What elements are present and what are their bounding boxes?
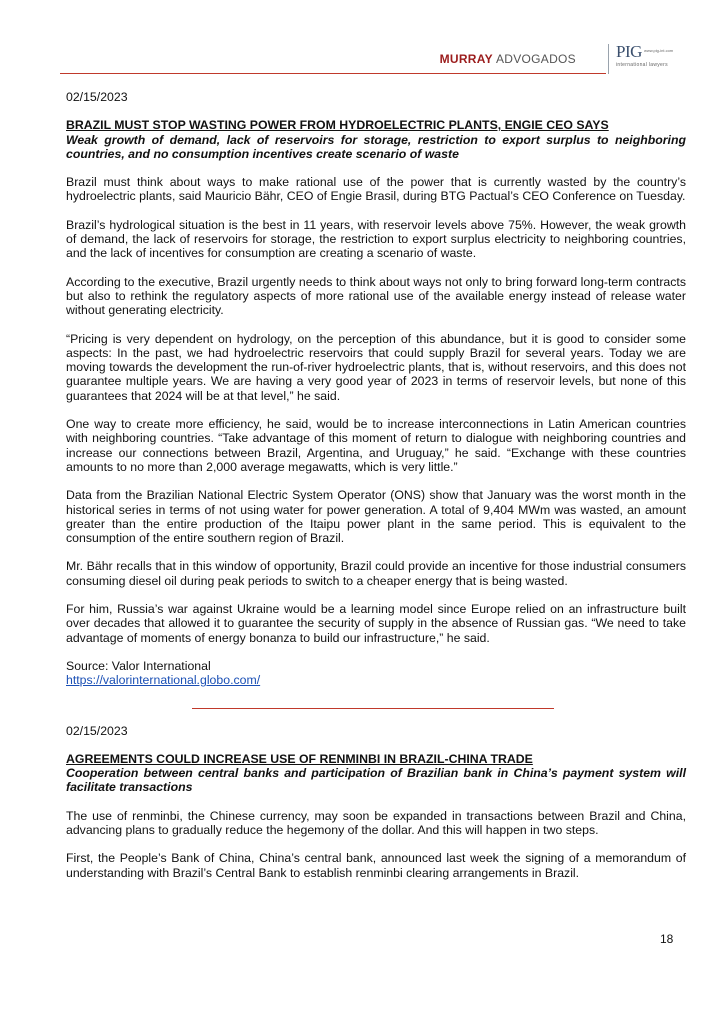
- article-subtitle: Cooperation between central banks and participation of Brazilian bank in China’s payment system will facilitate transactions: [66, 766, 686, 795]
- source-link[interactable]: https://valorinternational.globo.com/: [66, 673, 261, 688]
- article-title: AGREEMENTS COULD INCREASE USE OF RENMINBI IN BRAZIL-CHINA TRADE: [66, 751, 533, 766]
- article-paragraph: Brazil must think about ways to make rational use of the power that is currently wasted by the country’s hydroelectric plants, said Mauricio Bähr, CEO of Engie Brasil, during BTG Pactual’s CEO Conference on Tuesday.: [66, 175, 686, 204]
- article-source: Source: Valor International: [66, 658, 211, 673]
- article-paragraph: One way to create more efficiency, he said, would be to increase interconnections in Latin American countries with neighboring countries. “Take advantage of this moment of return to dialogue with neighboring countries and increase our connections between Brazil, Argentina, and Uruguay,” he said. “Exchange with these countries amounts to no more than 2,000 average megawatts, which is very little.”: [66, 417, 686, 474]
- header-rule: [60, 73, 606, 74]
- article-paragraph: “Pricing is very dependent on hydrology, on the perception of this abundance, but it is good to consider some aspects: In the past, we had hydroelectric reservoirs that could supply Brazil for several years. Today we are moving towards the development the run-of-river hydroelectric plants, that is, without reservoirs, and this does not guarantee multiple years. We are having a very good year of 2023 in terms of reservoir levels, but none of this guarantees that 2024 will be at that level,” he said.: [66, 331, 686, 403]
- article-paragraph: Mr. Bähr recalls that in this window of opportunity, Brazil could provide an incentive for those industrial consumers consuming diesel oil during peak periods to switch to a cheaper energy that is being wasted.: [66, 559, 686, 588]
- page-number: 18: [660, 932, 674, 946]
- pig-logo: [616, 42, 686, 76]
- article-title: BRAZIL MUST STOP WASTING POWER FROM HYDROELECTRIC PLANTS, ENGIE CEO SAYS: [66, 118, 609, 133]
- article-date: 02/15/2023: [66, 723, 128, 738]
- logo-divider: [608, 44, 609, 74]
- murray-advogados-logo: [440, 52, 576, 66]
- article-separator: [192, 708, 554, 709]
- page-header: [60, 42, 680, 76]
- article-subtitle: Weak growth of demand, lack of reservoirs for storage, restriction to export surplus to neighboring countries, and no consumption incentives create scenario of waste: [66, 132, 686, 161]
- article-paragraph: Data from the Brazilian National Electric System Operator (ONS) show that January was the worst month in the historical series in terms of not using water for power generation. A total of 9,404 MWm was wasted, an amount greater than the entire production of the Itaipu power plant in the same period. This is equivalent to the consumption of the entire southern region of Brazil.: [66, 488, 686, 546]
- article-paragraph: The use of renminbi, the Chinese currency, may soon be expanded in transactions between Brazil and China, advancing plans to gradually reduce the hegemony of the dollar. And this will happen in two steps.: [66, 808, 686, 837]
- article-paragraph: For him, Russia’s war against Ukraine would be a learning model since Europe relied on an infrastructure built over decades that allowed it to guarantee the security of supply in the absence of Russian gas. “We need to take advantage of moments of energy bonanza to build our infrastructure,” he said.: [66, 602, 686, 645]
- pig-logo-mark: PIG: [616, 42, 642, 61]
- brand-strong: MURRAY: [439, 52, 493, 66]
- article-paragraph: According to the executive, Brazil urgently needs to think about ways not only to bring forward long-term contracts but also to rethink the regulatory aspects of more rational use of the available energy instead of release water without generating electricity.: [66, 274, 686, 318]
- pig-logo-tagline: international lawyers: [616, 62, 668, 68]
- article-paragraph: First, the People’s Bank of China, China’s central bank, announced last week the signing of a memorandum of understanding with Brazil’s Central Bank to establish renminbi clearing arrangements in Brazil.: [66, 851, 686, 880]
- article-date: 02/15/2023: [66, 90, 128, 104]
- document-body: [66, 90, 686, 894]
- brand-rest: ADVOGADOS: [495, 52, 576, 66]
- pig-logo-url: www.pig-int.com: [644, 48, 674, 53]
- article-paragraph: Brazil’s hydrological situation is the best in 11 years, with reservoir levels above 75%. However, the weak growth of demand, the lack of reservoirs for storage, the restriction to export surplus electricity to neighboring countries, and the lack of incentives for consumption are creating a scenario of waste.: [66, 217, 686, 261]
